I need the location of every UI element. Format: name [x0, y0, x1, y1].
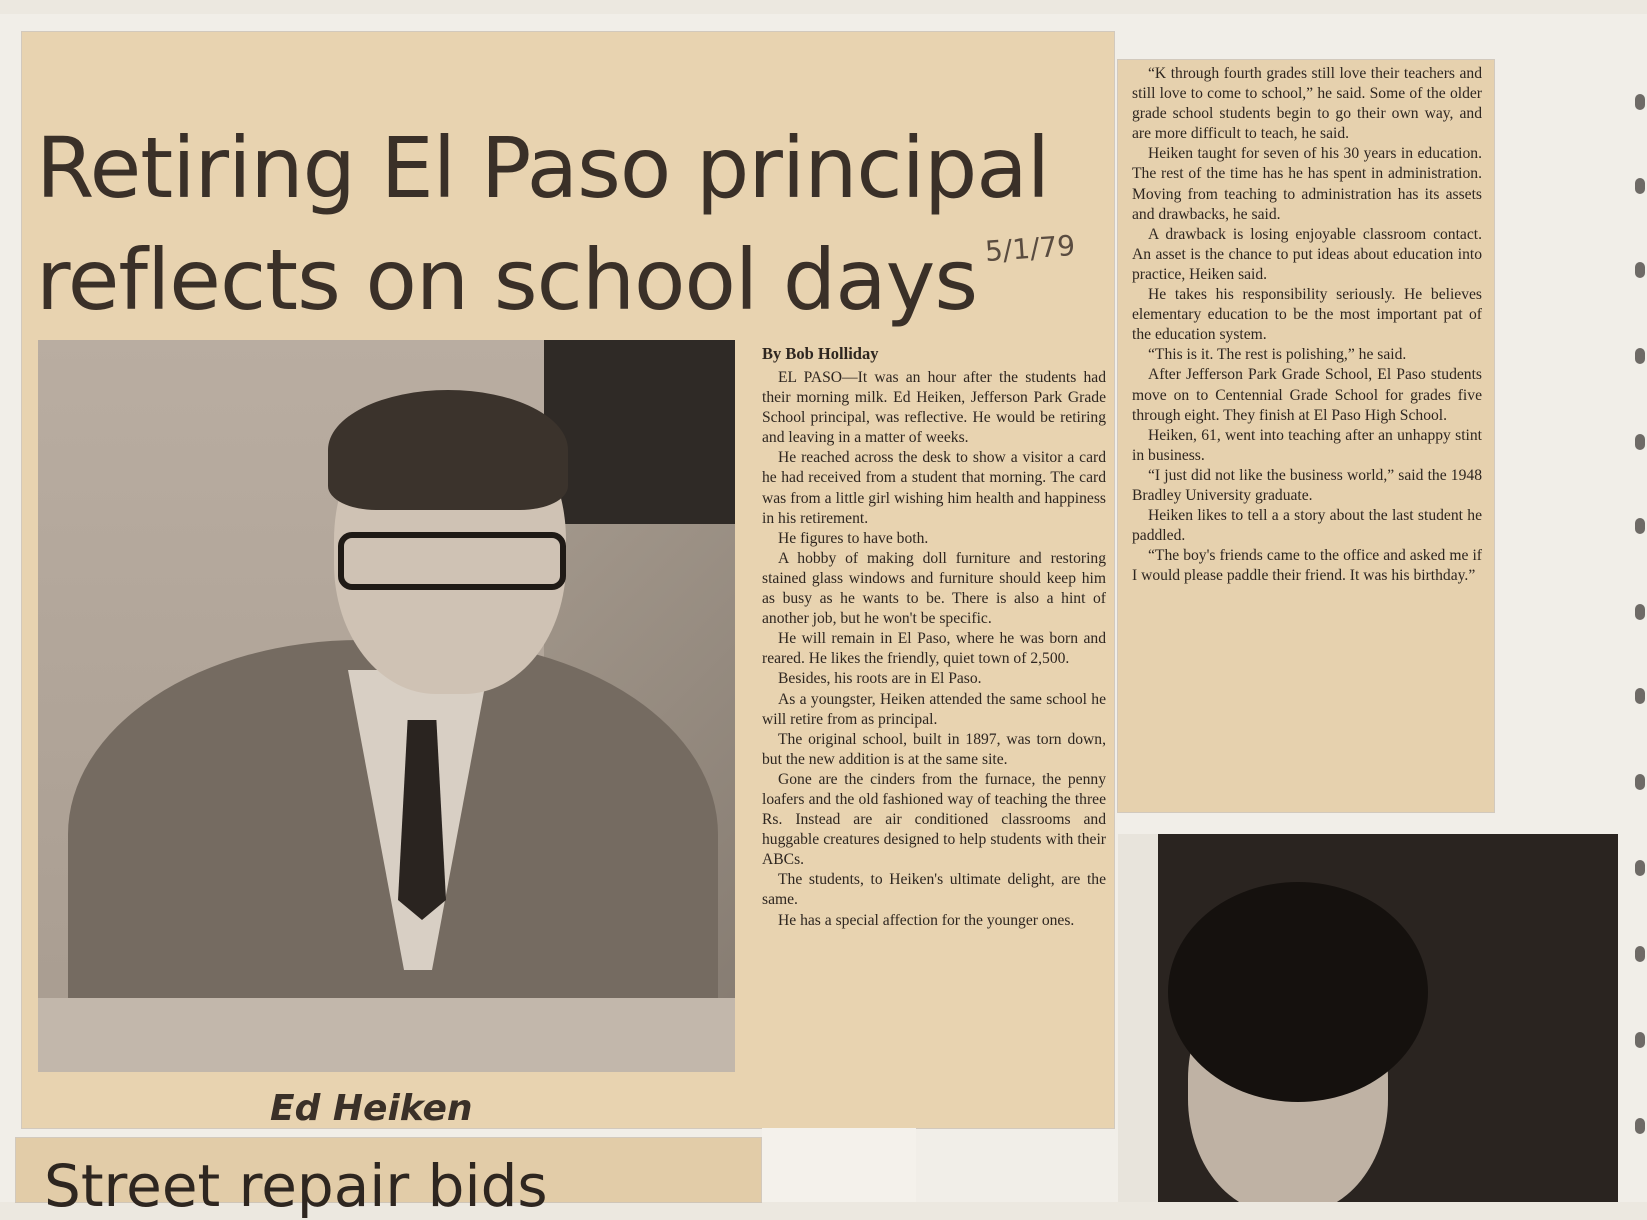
photo-desk — [38, 998, 735, 1072]
paragraph: The original school, built in 1897, was torn down, but the new addition is at the same site. — [762, 730, 1106, 768]
photo-caption: Ed Heiken — [270, 1088, 473, 1129]
paragraph: Heiken, 61, went into teaching after an unhappy stint in business. — [1132, 426, 1482, 464]
paragraph: He will remain in El Paso, where he was born and reared. He likes the friendly, quiet town of 2,500. — [762, 630, 1106, 668]
portrait-photo — [38, 340, 735, 1072]
second-photo — [1118, 834, 1618, 1202]
paragraph: Gone are the cinders from the furnace, the penny loafers and the old fashioned way of teaching the three Rs. Instead are air conditioned classrooms and huggable creatures designed to help students with their ABCs. — [762, 770, 1106, 869]
photo-figure-hair — [328, 390, 568, 510]
binder-hole — [1635, 774, 1645, 790]
binder-hole — [1635, 434, 1645, 450]
paragraph: A drawback is losing enjoyable classroom contact. An asset is the chance to put ideas about education into practice, Heiken said. — [1132, 225, 1482, 283]
next-article-headline: Street repair bids — [44, 1152, 548, 1220]
paragraph: He takes his responsibility seriously. He believes elementary education to be the most important pat of the education system. — [1132, 286, 1482, 344]
paragraph: He reached across the desk to show a visitor a card he had received from a student that morning. The card was from a little girl wishing him health and happiness in his retirement. — [762, 449, 1106, 527]
binder-hole — [1635, 178, 1645, 194]
paragraph: As a youngster, Heiken attended the same school he will retire from as principal. — [762, 690, 1106, 728]
paragraph: Besides, his roots are in El Paso. — [778, 670, 982, 688]
binder-hole — [1635, 94, 1645, 110]
handwritten-date: 5/1/79 — [983, 228, 1077, 269]
article-column-1 — [762, 368, 1106, 931]
binder-hole — [1635, 262, 1645, 278]
binder-holes — [1633, 94, 1647, 1194]
binder-hole — [1635, 518, 1645, 534]
paragraph: “The boy's friends came to the office and asked me if I would please paddle their friend. It was his birthday.” — [1132, 547, 1482, 585]
paragraph: Heiken taught for seven of his 30 years in education. The rest of the time has he has spent in administration. Moving from teaching to administration has its assets and drawbacks, he said. — [1132, 145, 1482, 223]
paragraph: EL PASO—It was an hour after the students had their morning milk. Ed Heiken, Jefferson Park Grade School principal, was reflective. He would be retiring and leaving in a matter of weeks. — [762, 369, 1106, 447]
paragraph: Heiken likes to tell a a story about the last student he paddled. — [1132, 507, 1482, 545]
binder-hole — [1635, 604, 1645, 620]
photo-figure-glasses — [338, 532, 566, 590]
paragraph: “This is it. The rest is polishing,” he said. — [1148, 346, 1407, 364]
second-photo-hair — [1168, 882, 1428, 1102]
page-gap — [762, 1128, 916, 1202]
article-column-2 — [1132, 64, 1482, 586]
paragraph: The students, to Heiken's ultimate delight, are the same. — [762, 871, 1106, 909]
second-photo-edge — [1118, 834, 1158, 1202]
paragraph: He figures to have both. — [778, 529, 929, 547]
binder-hole — [1635, 688, 1645, 704]
byline: By Bob Holliday — [762, 344, 879, 363]
paragraph: A hobby of making doll furniture and restoring stained glass windows and furniture should keep him as busy as he wants to be. There is also a hint of another job, but he won't be specific. — [762, 549, 1106, 628]
article-headline — [36, 112, 1076, 336]
paragraph: After Jefferson Park Grade School, El Paso students move on to Centennial Grade School for grades five through eight. They finish at El Paso High School. — [1132, 366, 1482, 424]
binder-hole — [1635, 1118, 1645, 1134]
binder-hole — [1635, 348, 1645, 364]
headline-line-1: Retiring El Paso principal — [36, 119, 1050, 217]
paragraph: “I just did not like the business world,” said the 1948 Bradley University graduate. — [1132, 466, 1482, 504]
paragraph: He has a special affection for the younger ones. — [778, 911, 1075, 929]
paragraph: “K through fourth grades still love their teachers and still love to come to school,” he said. Some of the older grade school students begin to go their own way, and are more difficult to teach, he said. — [1132, 65, 1482, 143]
photo-background-frame — [544, 340, 735, 524]
binder-hole — [1635, 946, 1645, 962]
headline-line-2: reflects on school days — [36, 231, 978, 329]
binder-hole — [1635, 860, 1645, 876]
binder-hole — [1635, 1032, 1645, 1048]
